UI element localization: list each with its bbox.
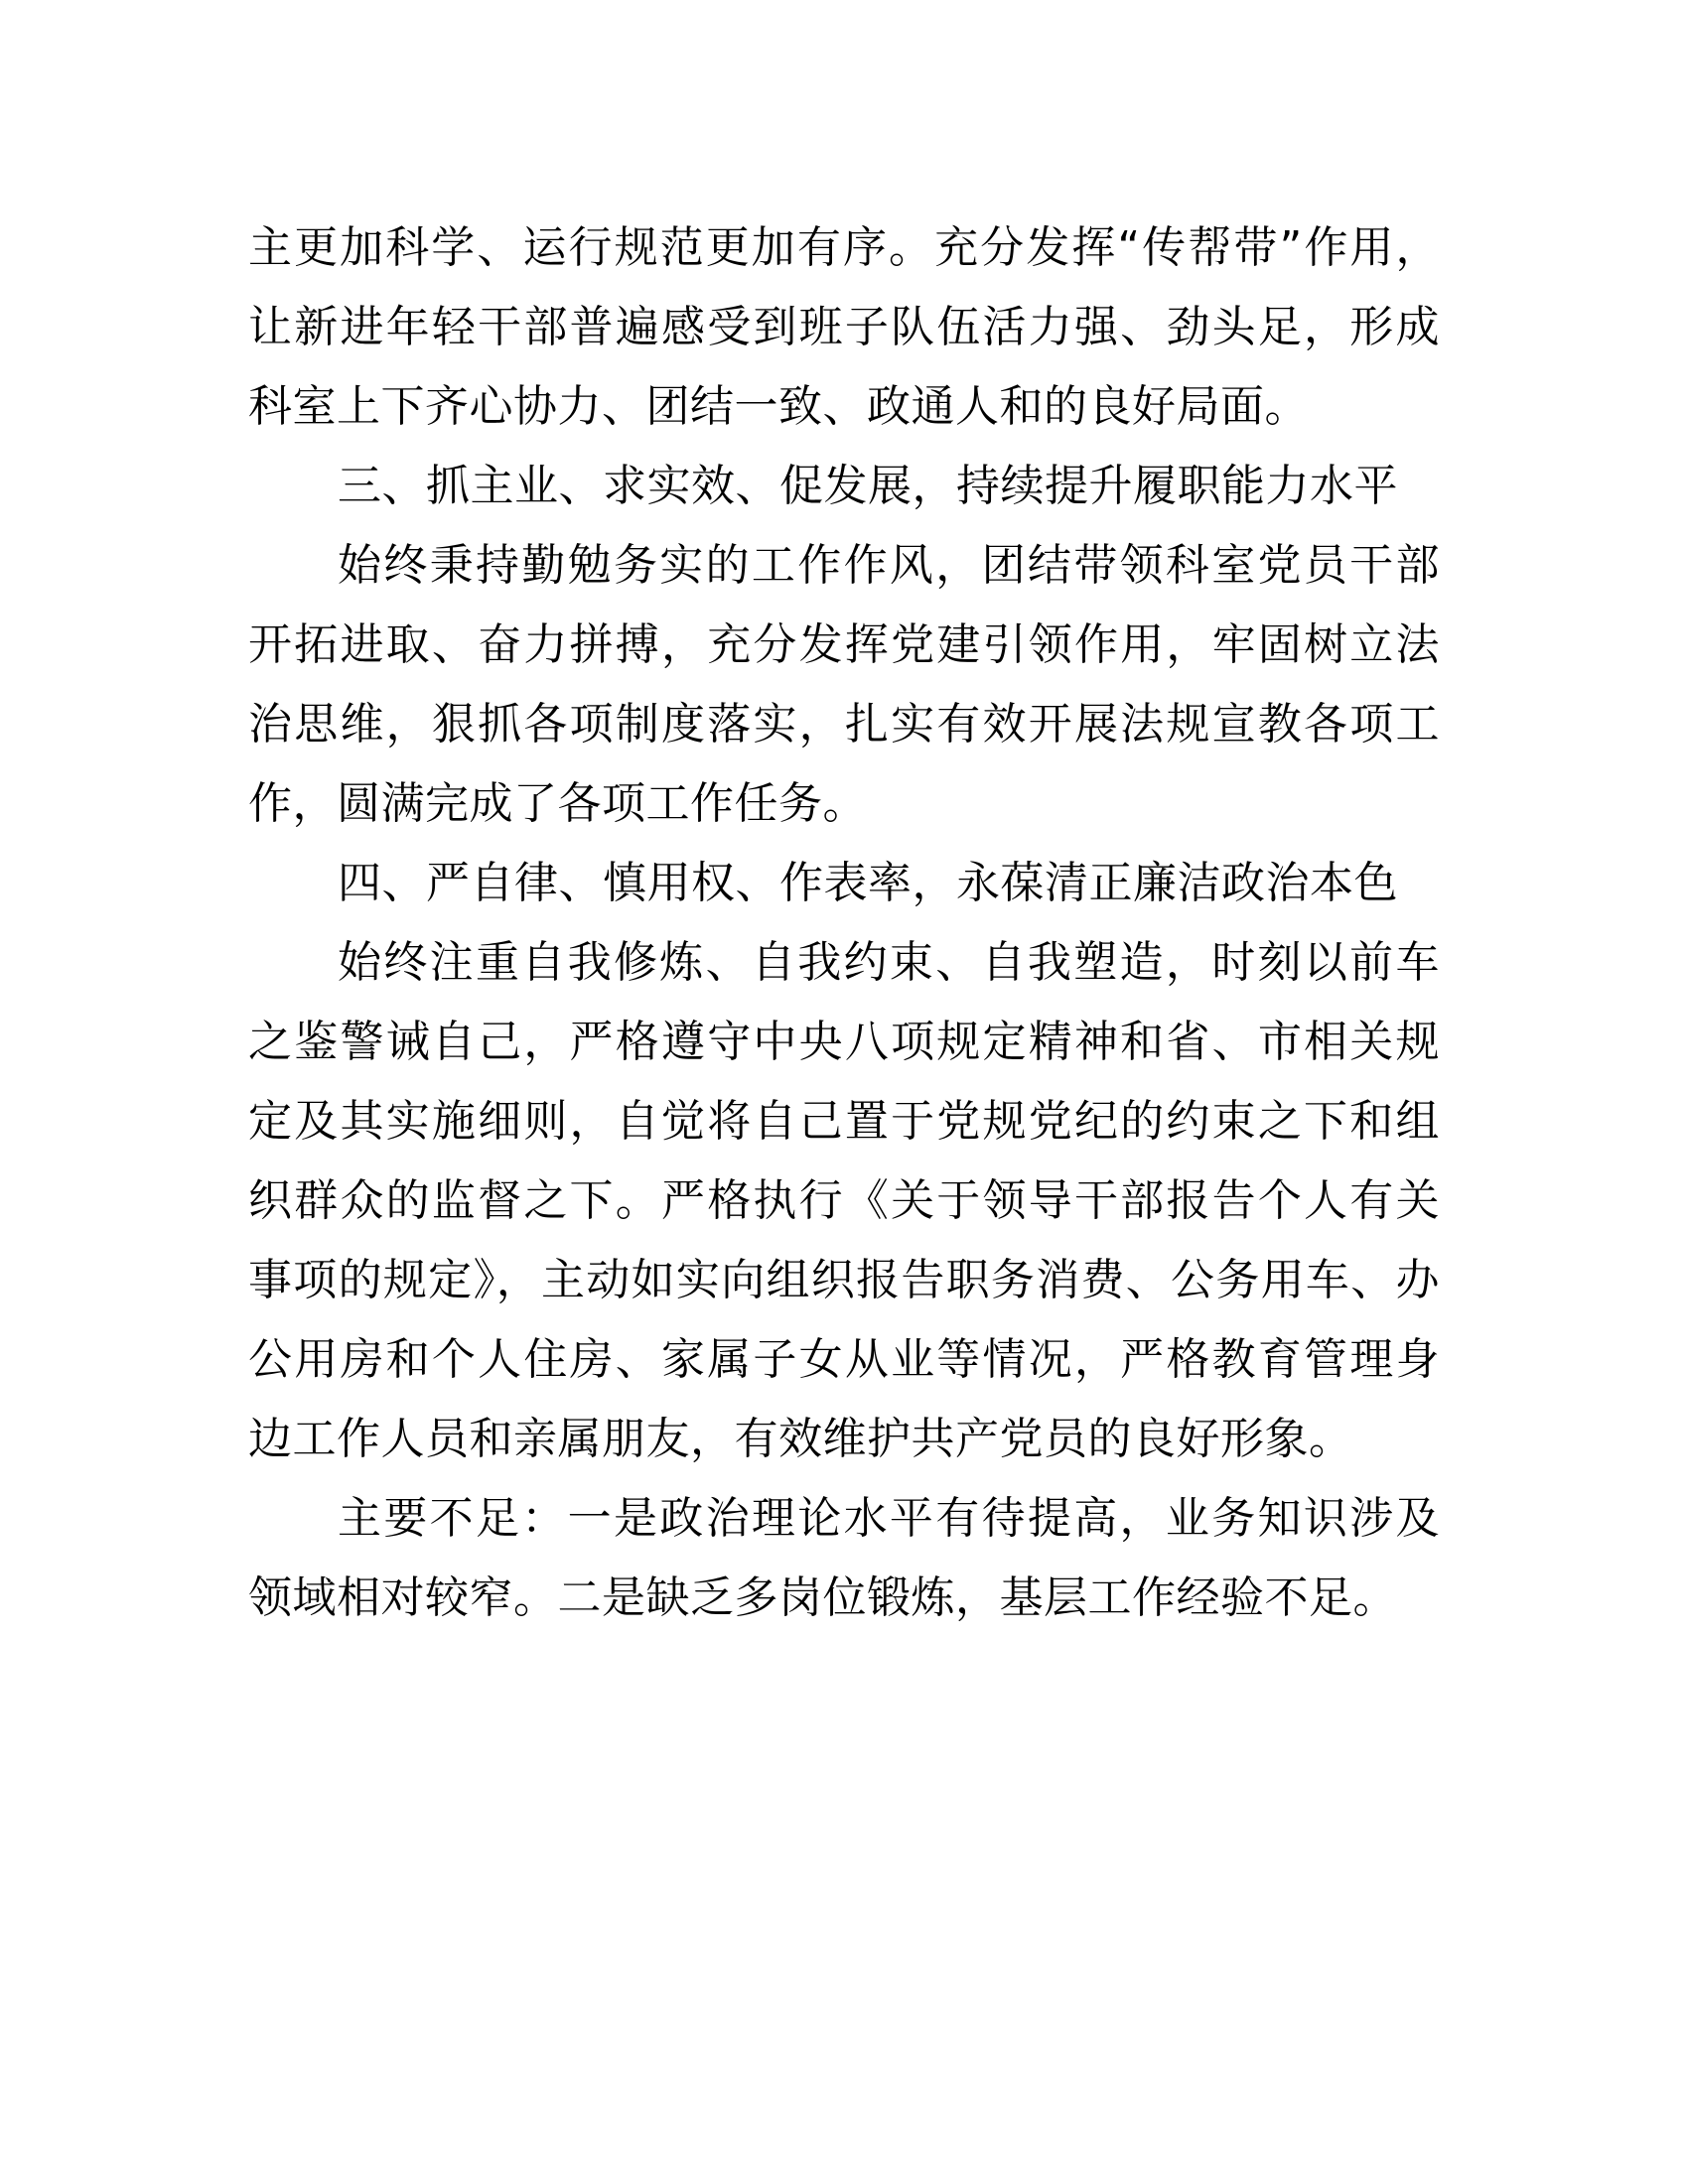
paragraph-section-3: 始终秉持勤勉务实的工作作风，团结带领科室党员干部开拓进取、奋力拼搏，充分发挥党建引领作用，牢固树立法治思维，狠抓各项制度落实，扎实有效开展法规宣教各项工作，圆满完成了各项工作任务。 — [248, 540, 1440, 829]
section-heading-3: 三、抓主业、求实效、促发展，持续提升履职能力水平 — [338, 461, 1398, 511]
paragraph-shortcomings: 主要不足：一是政治理论水平有待提高，业务知识涉及领域相对较窄。二是缺乏多岗位锻炼，基层工作经验不足。 — [248, 1493, 1440, 1623]
paragraph-section-4: 始终注重自我修炼、自我约束、自我塑造，时刻以前车之鉴警诫自己，严格遵守中央八项规定精神和省、市相关规定及其实施细则，自觉将自己置于党规党纪的约束之下和组织群众的监督之下。严格执行《关于领导干部报告个人有关事项的规定》，主动如实向组织报告职务消费、公务用车、办公用房和个人住房、家属子女从业等情况，严格教育管理身边工作人员和亲属朋友，有效维护共产党员的良好形象。 — [248, 937, 1440, 1464]
section-heading-4: 四、严自律、慎用权、作表率，永葆清正廉洁政治本色 — [338, 858, 1398, 908]
document-body — [248, 208, 1440, 1638]
paragraph-continuation: 主更加科学、运行规范更加有序。充分发挥“传帮带”作用，让新进年轻干部普遍感受到班子队伍活力强、劲头足，形成科室上下齐心协力、团结一致、政通人和的良好局面。 — [248, 222, 1440, 432]
